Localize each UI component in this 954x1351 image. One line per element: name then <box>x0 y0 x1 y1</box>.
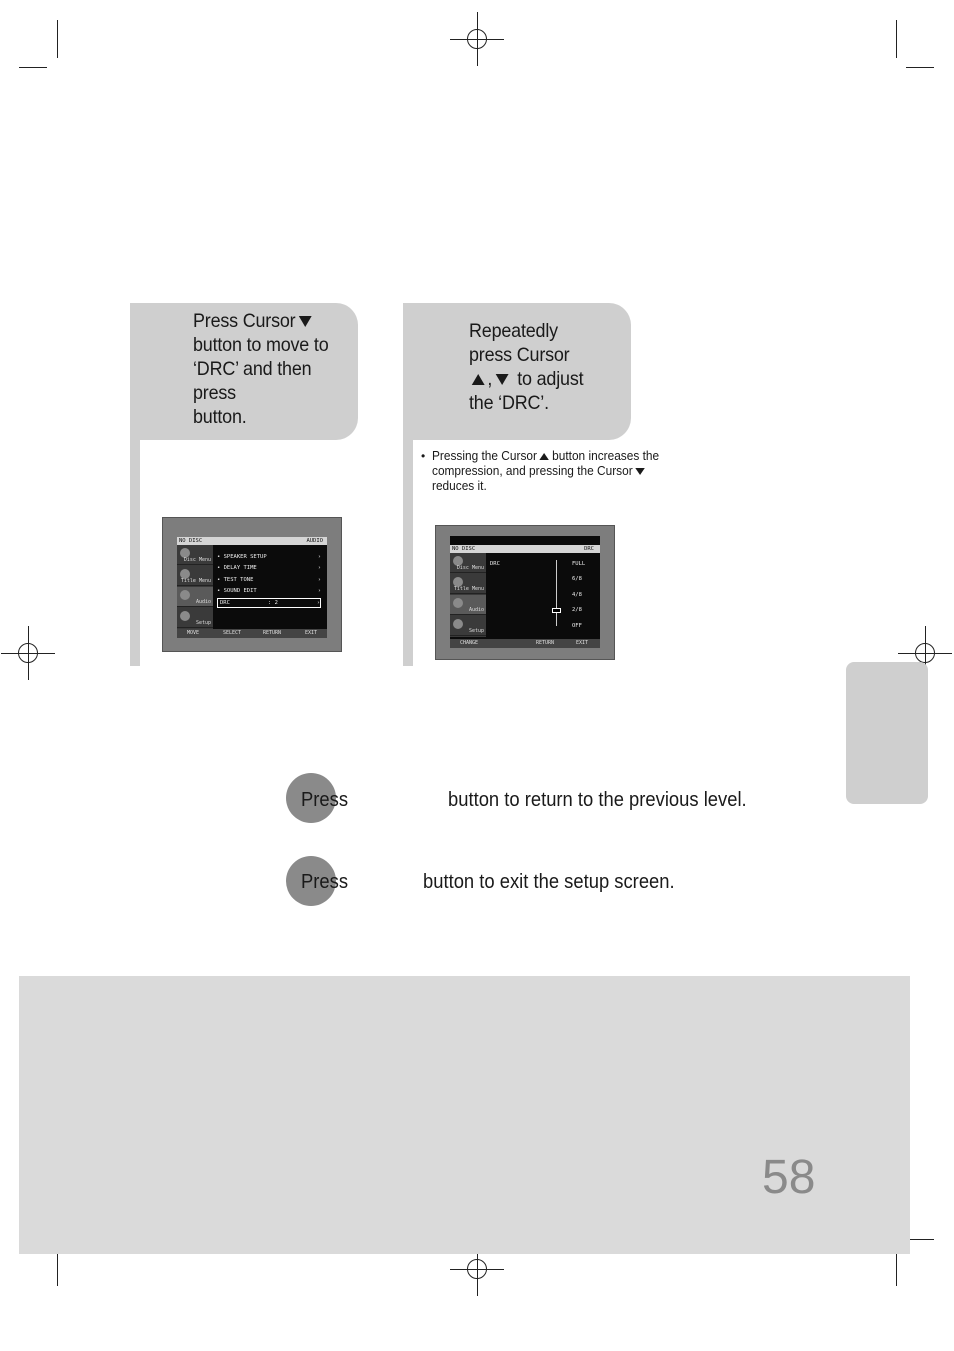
page-number: 58 <box>762 1151 816 1204</box>
drc-scale-bar <box>556 560 557 626</box>
drc-level: OFF <box>572 623 582 629</box>
crop-mark <box>906 1239 934 1240</box>
drc-note: Pressing the Cursor button increases the compression, and pressing the Cursorreduces it. <box>432 449 660 493</box>
screen1-row: • DELAY TIME › <box>217 565 321 571</box>
gear-icon <box>180 611 190 621</box>
screen1-bottom-bar: MOVE SELECT RETURN EXIT <box>177 629 327 638</box>
crop-mark <box>896 1250 897 1286</box>
registration-mark <box>915 643 935 663</box>
screen1-row: • SPEAKER SETUP › <box>217 554 321 560</box>
step1-bar <box>130 430 140 666</box>
step2-line4: the ‘DRC’. <box>469 392 549 414</box>
step2-line1: Repeatedly <box>469 320 558 342</box>
screen1-menu-title: AUDIO <box>306 538 323 544</box>
drc-level: 2/8 <box>572 607 582 613</box>
step1-line5: button. <box>193 406 247 428</box>
registration-mark <box>467 29 487 49</box>
drc-level: 4/8 <box>572 592 582 598</box>
press-return-text: button to return to the previous level. <box>448 789 747 811</box>
press-exit-word: Press <box>301 871 349 893</box>
step2-instruction: Repeatedly press Cursor , to adjust the ‘DRC’. <box>469 320 584 414</box>
screen1-side-disc-menu: Disc Menu <box>177 545 213 565</box>
screen1-row-selected: DRC : 2 › <box>217 598 321 608</box>
screen1-row: • SOUND EDIT › <box>217 588 321 594</box>
screen2-side-audio: Audio <box>450 595 486 615</box>
crop-mark <box>19 67 47 68</box>
screen1-sidebar <box>177 545 213 629</box>
crop-mark <box>57 20 58 58</box>
screen1-osd <box>177 537 327 638</box>
step1-line1: Press Cursor <box>193 310 296 332</box>
speaker-icon <box>180 590 190 600</box>
screen2-bottom-bar: CHANGE RETURN EXIT <box>450 639 600 648</box>
screen1-disc-status: NO DISC <box>179 538 203 544</box>
screen2-item: DRC <box>490 561 500 567</box>
cursor-down-icon <box>636 468 646 475</box>
step2-bar <box>403 430 413 666</box>
note-bullet: • <box>421 449 426 463</box>
screen1-row: • TEST TONE › <box>217 577 321 583</box>
screen2-side-disc-menu: Disc Menu <box>450 553 486 573</box>
cursor-up-icon <box>540 453 550 460</box>
cursor-down-icon <box>496 374 509 385</box>
press-exit-text: button to exit the setup screen. <box>423 871 675 893</box>
cursor-down-icon <box>299 316 312 327</box>
gear-icon <box>453 619 463 629</box>
footer-panel <box>19 976 910 1254</box>
screen2-title-bar: NO DISC DRC <box>450 545 600 553</box>
screen2-osd <box>450 536 600 648</box>
screen2-side-setup: Setup <box>450 616 486 636</box>
drc-level: FULL <box>572 561 586 567</box>
crop-mark <box>906 67 934 68</box>
step2-line2: press Cursor <box>469 344 570 366</box>
step1-line2: button to move to <box>193 334 329 356</box>
screen1-side-setup: Setup <box>177 608 213 628</box>
chapter-side-tab <box>846 662 928 804</box>
step1-line4: press <box>193 382 236 404</box>
step1-line3: ‘DRC’ and then <box>193 358 312 380</box>
screen1-side-audio: Audio <box>177 587 213 607</box>
crop-mark <box>57 1250 58 1286</box>
drc-level: 6/8 <box>572 576 582 582</box>
drc-level-indicator <box>552 608 561 613</box>
screen2-sidebar <box>450 553 486 637</box>
cursor-up-icon <box>472 374 485 385</box>
step1-instruction <box>193 309 328 429</box>
screen2-side-title-menu: Title Menu <box>450 574 486 594</box>
press-return-word: Press <box>301 789 349 811</box>
registration-mark <box>18 643 38 663</box>
crop-mark <box>896 20 897 58</box>
registration-mark <box>467 1259 487 1279</box>
screen1-side-title-menu: Title Menu <box>177 566 213 586</box>
screen1-title-bar <box>177 537 327 545</box>
speaker-icon <box>453 598 463 608</box>
